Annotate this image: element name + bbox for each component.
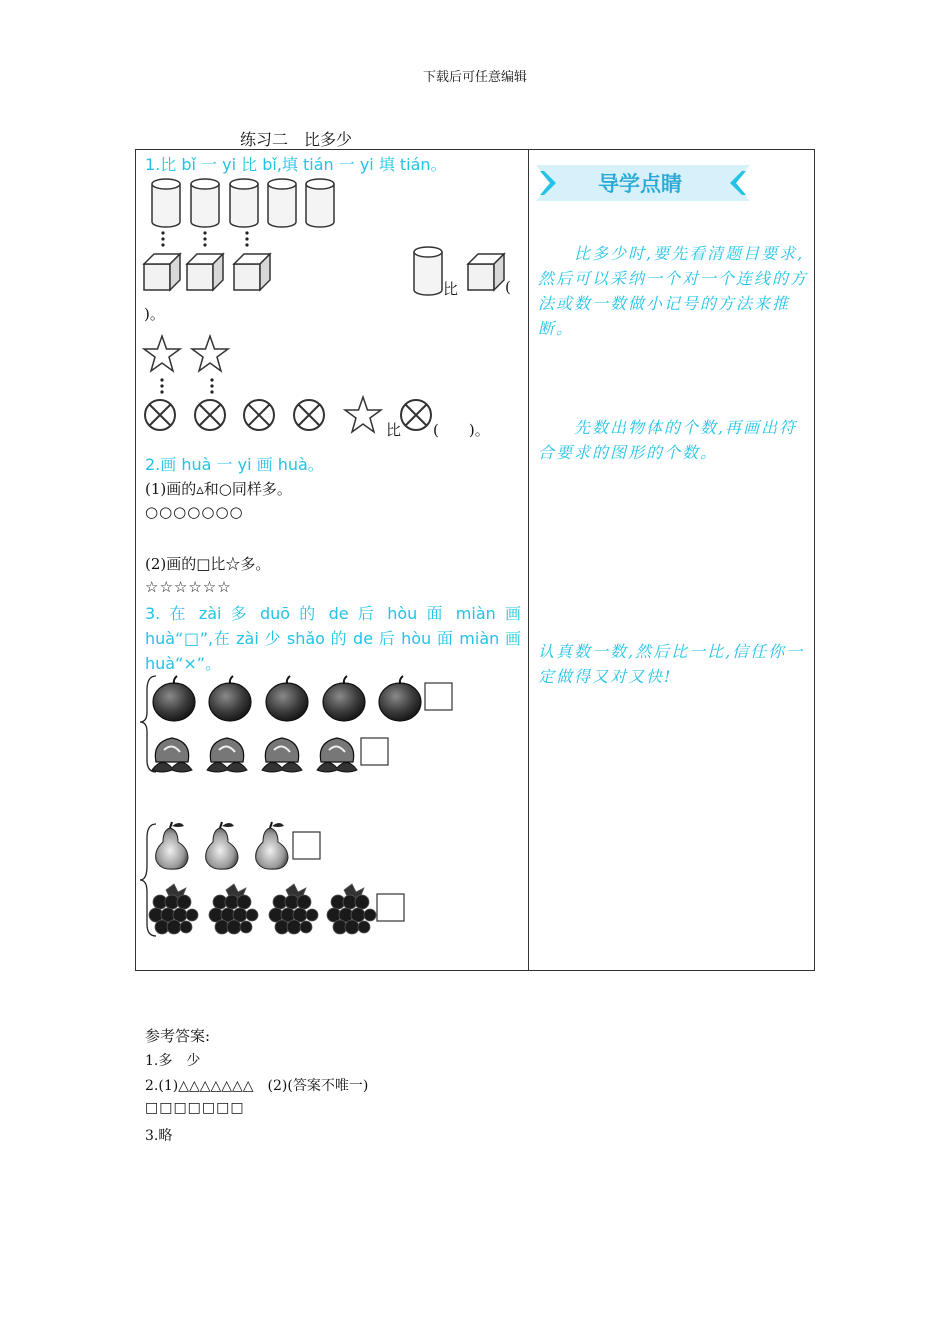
- answer-box-apples[interactable]: [425, 683, 452, 710]
- grape-row: [149, 884, 376, 934]
- cube-icon: [468, 254, 504, 290]
- cylinder-icon: [230, 179, 258, 227]
- answer-box-grapes[interactable]: [377, 894, 404, 921]
- sidebar-banner-text: 导学点睛: [598, 172, 682, 196]
- crossed-circle-row: [145, 400, 324, 430]
- q1-row1-answer-blank: )。: [144, 305, 165, 323]
- cylinder-icon: [152, 179, 180, 227]
- page-header-note: 下载后可任意编辑: [422, 70, 527, 85]
- crossed-circle-icon: [294, 400, 324, 430]
- peach-icon: [262, 738, 302, 772]
- q2-part1-prompt: (1)画的▵和○同样多。: [145, 480, 292, 498]
- star-row: [144, 336, 228, 371]
- cube-row: [144, 254, 270, 290]
- q1-row2-answer-blank: ( )。: [433, 421, 490, 439]
- crossed-circle-icon: [145, 400, 175, 430]
- q3-heading-line1: 3. 在 zài 多 duō 的 de 后 hòu 面 miàn 画: [145, 604, 521, 623]
- column-divider: [528, 149, 529, 971]
- answer-2-shapes: □□□□□□□: [145, 1100, 245, 1116]
- cylinder-icon: [306, 179, 334, 227]
- q1-row1-paren-open: (: [505, 278, 511, 296]
- peach-row: [152, 738, 357, 772]
- peach-icon: [317, 738, 357, 772]
- cylinder-icon: [191, 179, 219, 227]
- q1-row2-compare: 比: [386, 421, 402, 439]
- peach-icon: [152, 738, 192, 772]
- cube-icon: [234, 254, 270, 290]
- q3-heading-line3: huà“×”。: [145, 654, 222, 673]
- dotted-connectors-1: [161, 231, 248, 246]
- peach-icon: [207, 738, 247, 772]
- sidebar-tip-3: 认真数一数,然后比一比,信任你一定做得又对又快!: [538, 642, 805, 686]
- sidebar-tip-2: 先数出物体的个数,再画出符合要求的图形的个数。: [538, 418, 798, 462]
- sidebar-banner: [536, 163, 750, 203]
- q2-part2-shapes: ☆☆☆☆☆☆: [145, 578, 232, 596]
- cylinder-icon: [414, 247, 442, 295]
- brace-icon: [140, 676, 156, 772]
- star-icon: [345, 397, 381, 432]
- crossed-circle-icon: [244, 400, 274, 430]
- answers-heading: 参考答案:: [145, 1027, 211, 1045]
- q1-row1-compare: 比: [443, 280, 459, 298]
- apple-row: [153, 676, 421, 721]
- grapes-icon: [327, 884, 376, 934]
- answer-2: 2.(1)△△△△△△△ (2)(答案不唯一): [145, 1078, 369, 1094]
- grapes-icon: [209, 884, 258, 934]
- answer-1: 1.多 少: [145, 1053, 201, 1069]
- apple-icon: [153, 676, 195, 721]
- q3-figures: [140, 670, 520, 945]
- dotted-connectors-2: [160, 378, 213, 393]
- cylinder-icon: [268, 179, 296, 227]
- cube-icon: [144, 254, 180, 290]
- answer-3: 3.略: [145, 1128, 173, 1144]
- grapes-icon: [149, 884, 198, 934]
- pear-row: [156, 822, 288, 869]
- q1-figures: [140, 170, 520, 440]
- apple-icon: [266, 676, 308, 721]
- q1-heading: 1.比 bǐ 一 yi 比 bǐ,填 tián 一 yi 填 tián。: [145, 155, 447, 174]
- star-icon: [144, 336, 180, 371]
- apple-icon: [323, 676, 365, 721]
- worksheet-title: 练习二 比多少: [240, 130, 353, 149]
- crossed-circle-icon: [401, 400, 431, 430]
- pear-icon: [256, 822, 288, 869]
- apple-icon: [379, 676, 421, 721]
- answer-box-pears[interactable]: [293, 832, 320, 859]
- grapes-icon: [269, 884, 318, 934]
- cube-icon: [187, 254, 223, 290]
- sidebar-tip-1: 比多少时,要先看清题目要求,然后可以采纳一个对一个连线的方法或数一数做小记号的方法来推断。: [538, 244, 809, 338]
- q2-part2-prompt: (2)画的□比☆多。: [145, 555, 271, 573]
- q2-part1-shapes: ○○○○○○○: [145, 503, 244, 521]
- cylinder-row: [152, 179, 334, 227]
- apple-icon: [209, 676, 251, 721]
- pear-icon: [156, 822, 188, 869]
- q3-heading-line2: huà“□”,在 zài 少 shǎo 的 de 后 hòu 面 miàn 画: [145, 629, 521, 648]
- crossed-circle-icon: [195, 400, 225, 430]
- answer-box-peaches[interactable]: [361, 738, 388, 765]
- q2-heading: 2.画 huà 一 yi 画 huà。: [145, 455, 324, 474]
- pear-icon: [206, 822, 238, 869]
- star-icon: [192, 336, 228, 371]
